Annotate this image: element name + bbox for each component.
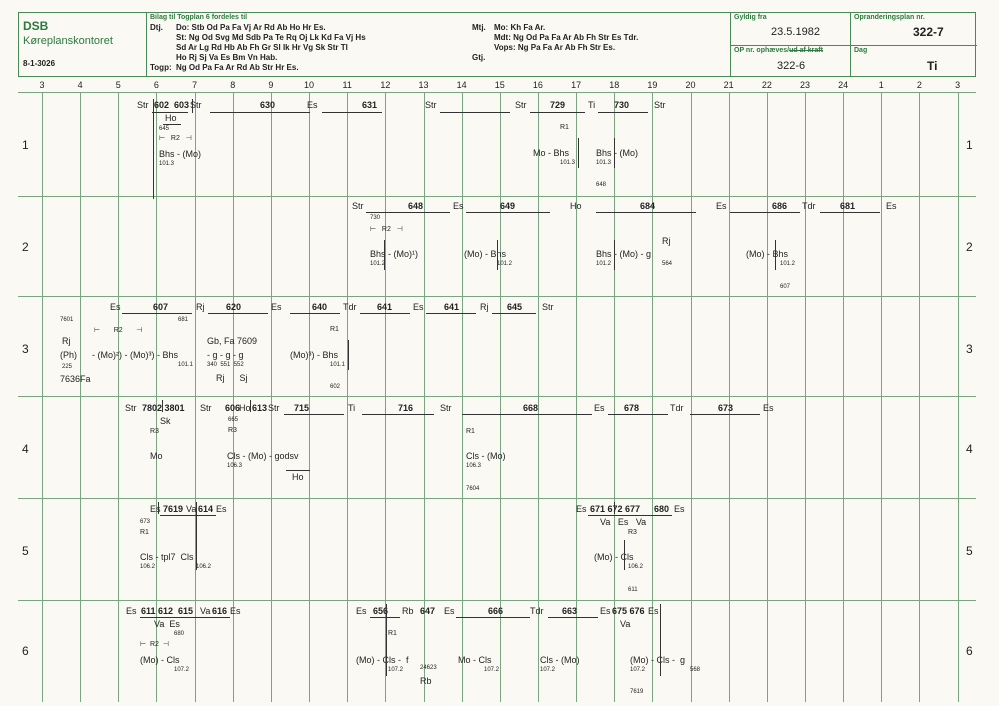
dist-right-label-3: Gtj. xyxy=(472,53,486,62)
hour-label: 9 xyxy=(268,80,274,90)
plan-label: Opranderingsplan nr. xyxy=(854,14,925,21)
hour-gridline xyxy=(881,92,882,702)
dist-left-values-2: Sd Ar Lg Rd Hb Ab Fh Gr Sl Ik Hr Vg Sk Str Tl xyxy=(176,43,348,52)
plan-value: 322-7 xyxy=(913,25,944,39)
hour-gridline xyxy=(80,92,81,702)
hour-gridline xyxy=(843,92,844,702)
hour-gridline xyxy=(958,92,959,702)
hour-label: 17 xyxy=(571,80,582,90)
dist-right-values-0: Mo: Kh Fa Ar. xyxy=(494,23,546,32)
hour-label: 19 xyxy=(647,80,658,90)
hour-label: 7 xyxy=(192,80,198,90)
hour-gridline xyxy=(195,92,196,702)
hour-label: 5 xyxy=(115,80,121,90)
hour-label: 23 xyxy=(799,80,811,90)
dist-left-values-4: Ng Od Pa Fa Ar Rd Ab Str Hr Es. xyxy=(176,63,299,72)
dist-right-label-0: Mtj. xyxy=(472,23,486,32)
dist-left-label-4: Togp: xyxy=(150,63,172,72)
row-number-right: 2 xyxy=(966,240,973,254)
hour-label: 22 xyxy=(761,80,772,90)
row-number-right: 5 xyxy=(966,544,973,558)
distribution-block xyxy=(147,13,731,76)
form-number: 8-1-3026 xyxy=(23,59,56,68)
dist-left-values-1: St: Ng Od Svg Md Sdb Pa Te Rq Oj Lk Kd Fa Vj Hs xyxy=(176,33,366,42)
hour-label: 4 xyxy=(77,80,83,90)
dist-right-values-1: Mdt: Ng Od Pa Fa Ar Ab Fh Str Es Tdr. xyxy=(494,33,639,42)
hour-label: 12 xyxy=(380,80,391,90)
hour-label: 16 xyxy=(532,80,543,90)
hour-gridline xyxy=(42,92,43,702)
dist-left-label-0: Dtj. xyxy=(150,23,163,32)
timetable-sheet: DSB Køreplanskontoret 8-1-3026 Bilag til Togplan 6 fordeles til Dtj. Do: Stb Od Pa Fa Vj Ar Rd Ab Ho Hr Es. St: Ng Od Svg Md Sdb Pa Te Rq Oj Lk Kd Fa Vj Hs Sd Ar Lg Rd Hb Ab Fh Gr Sl Ik Hr Vg Sk Str Tl Ho Rj Sj Va Es Bm Vn Hab. Togp: Ng Od Pa Fa Ar Rd Ab Str Hr Es. Mtj. Mo: Kh Fa Ar. Mdt: Ng Od Pa Fa Ar Ab Fh Str Es Tdr. Vops: Ng Pa Fa Ar Ab Fh Str Es. Gtj. Gyldig fra 23.5.1982 OP nr. ophæves/ud af kraft 322-6 Opranderingsplan nr. 322-7 Dag Ti 3 4 5 6 7 8 9 10 11 12 13 14 15 16 17 18 19 20 21 22 23 24 1 2 3 1 2 3 4 5 6 1 2 3 4 5 6 Str 602 603 Str Ho 645 ⊢ R2 ⊣ Bhs - (Mo) 101.3 630 Es 631 Str Str 729 Ti 730 Str R1 Mo - Bhs 101.3 Bhs - (Mo) 101.3 648 Str 648 Es 649 Ho 684 Es 686 Tdr 681 Es 730 ⊢ R2 ⊣ Bhs - (Mo)¹) 101.2 (Mo) - Bhs 101.2 Bhs - (Mo) - g Rj 101.2 564 (Mo) - Bhs 101.2 607 Es 607 Rj 620 Es 640 Tdr 641 Es 641 Rj 645 Str 7601 Rj (Ph) 225 7636Fa - (Mo)²) - (Mo)³) - Bhs ⊢ R2 ⊣ 681 101.1 Gb, Fa 7609 - g - g - g 340 551 552 Rj Sj R1 (Mo)³) - Bhs 101.1 602 Str 7802 3801 Str 606 Ho 613 Str 715 Ti 716 Str 668 Es 678 Tdr 673 Es Sk R3 665 R3 Mo Cls - (Mo) - godsv 106.3 Ho R1 Cls - (Mo) 106.3 7604 Es 7619 Va 614 Es 673 R1 Cls - tpl7 Cls 106.2 106.2 Es 671 672 677 680 Es Va Es Va R3 (Mo) - Cls 106.2 611 Es 611 612 615 Va 616 Es Va Es 680 ⊢ R2 ⊣ (Mo) - Cls 107.2 Es 656 Rb 647 Es 666 Tdr 663 Es 675 676 Es Va R1 (Mo) - Cls - f 107.2 24623 Rb Mo - Cls 107.2 Cls - (Mo) 107.2 (Mo) - Cls - g 107.2 568 7619 xyxy=(0,0,999,706)
hour-label: 10 xyxy=(304,80,315,90)
row-number-left: 5 xyxy=(22,544,29,558)
hour-gridline xyxy=(118,92,119,702)
day-value: Ti xyxy=(927,59,938,73)
office-name: Køreplanskontoret xyxy=(23,35,113,47)
day-label: Dag xyxy=(854,47,868,54)
bilag-title: Bilag til Togplan 6 fordeles til xyxy=(150,14,248,21)
hour-label: 14 xyxy=(456,80,467,90)
valid-from-value: 23.5.1982 xyxy=(771,26,820,38)
hour-gridline xyxy=(347,92,348,702)
hour-label: 3 xyxy=(39,80,45,90)
hour-gridline xyxy=(919,92,920,702)
row-number-right: 1 xyxy=(966,138,973,152)
org-block xyxy=(19,13,147,76)
hour-gridline xyxy=(729,92,730,702)
row-number-left: 4 xyxy=(22,442,29,456)
hour-label: 3 xyxy=(955,80,961,90)
row-number-left: 1 xyxy=(22,138,29,152)
hour-gridline xyxy=(767,92,768,702)
hour-gridline xyxy=(805,92,806,702)
hour-label: 20 xyxy=(685,80,696,90)
op-nr-value: 322-6 xyxy=(777,60,806,72)
hour-label: 18 xyxy=(609,80,620,90)
hour-gridline xyxy=(691,92,692,702)
op-nr-label: OP nr. ophæves/ud af kraft xyxy=(734,47,823,54)
dist-left-values-3: Ho Rj Sj Va Es Bm Vn Hab. xyxy=(176,53,278,62)
hour-gridline xyxy=(271,92,272,702)
row-number-right: 4 xyxy=(966,442,973,456)
hour-label: 1 xyxy=(878,80,884,90)
hour-label: 11 xyxy=(342,80,352,90)
header xyxy=(18,12,976,77)
row-number-left: 3 xyxy=(22,342,29,356)
hour-label: 6 xyxy=(153,80,159,90)
plan-block xyxy=(851,13,977,76)
hour-label: 24 xyxy=(838,80,849,90)
hour-label: 8 xyxy=(230,80,236,90)
row-number-left: 6 xyxy=(22,644,29,658)
row-number-right: 6 xyxy=(966,644,973,658)
hour-label: 2 xyxy=(916,80,922,90)
hour-label: 15 xyxy=(494,80,505,90)
validity-block xyxy=(731,13,851,76)
row-number-left: 2 xyxy=(22,240,29,254)
dist-left-values-0: Do: Stb Od Pa Fa Vj Ar Rd Ab Ho Hr Es. xyxy=(176,23,326,32)
valid-from-label: Gyldig fra xyxy=(734,14,767,21)
hour-label: 13 xyxy=(418,80,429,90)
org-name: DSB xyxy=(23,19,49,33)
hour-gridline xyxy=(309,92,310,702)
hour-gridline xyxy=(462,92,463,702)
row-number-right: 3 xyxy=(966,342,973,356)
hour-label: 21 xyxy=(723,80,734,90)
dist-right-values-2: Vops: Ng Pa Fa Ar Ab Fh Str Es. xyxy=(494,43,616,52)
